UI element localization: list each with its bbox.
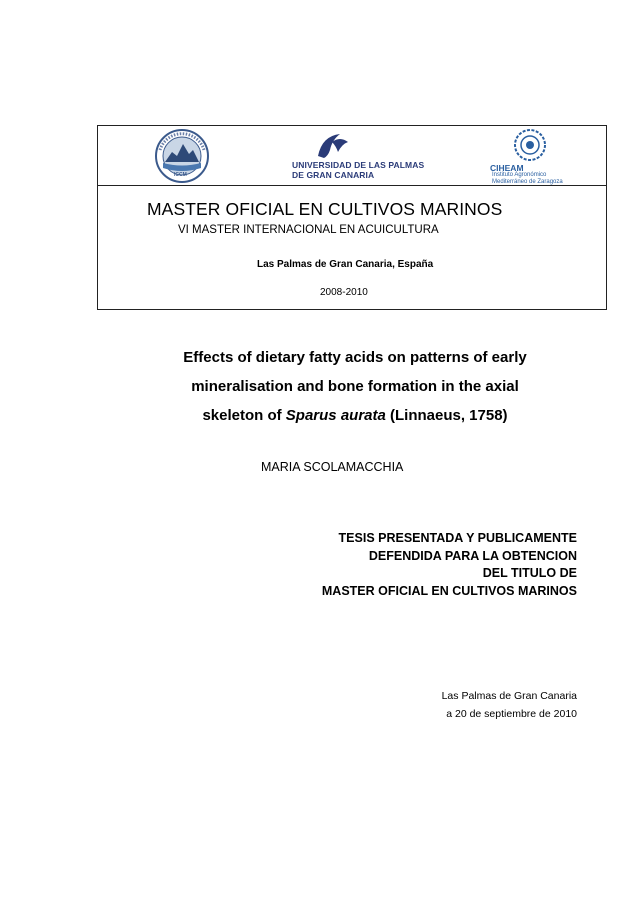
statement-line3: DEL TITULO DE [482, 566, 577, 580]
title-prefix: skeleton of [202, 407, 286, 424]
master-subtitle: VI MASTER INTERNACIONAL EN ACUICULTURA [178, 224, 439, 236]
ulpgc-logo-icon [288, 130, 428, 182]
thesis-statement [240, 530, 577, 600]
statement-line2: DEFENDIDA PARA LA OBTENCION [368, 548, 577, 563]
master-title: MASTER OFICIAL EN CULTIVOS MARINOS [147, 199, 503, 219]
thesis-title-line3 [140, 401, 570, 430]
date: a 20 de septiembre de 2010 [446, 707, 577, 720]
ulpgc-name-line1: UNIVERSIDAD DE LAS PALMAS [292, 160, 425, 170]
ciheam-logo-icon [482, 128, 592, 184]
place: Las Palmas de Gran Canaria [441, 690, 577, 702]
iccm-logo-icon [152, 128, 212, 184]
statement-line1: TESIS PRESENTADA Y PUBLICAMENTE [338, 531, 577, 545]
species-name: Sparus aurata [285, 407, 386, 424]
ulpgc-name-line2: DE GRAN CANARIA [292, 170, 375, 180]
author-name: MARIA SCOLAMACCHIA [261, 460, 404, 474]
place-date [380, 688, 577, 723]
location: Las Palmas de Gran Canaria, España [257, 259, 434, 270]
thesis-title-line1: Effects of dietary fatty acids on patterns of early [183, 349, 527, 366]
ciheam-name: CIHEAM [490, 163, 524, 173]
statement-line4: MASTER OFICIAL EN CULTIVOS MARINOS [321, 583, 577, 598]
logo-row [98, 126, 606, 186]
thesis-title [140, 343, 570, 430]
iccm-logo-text: ICCM [174, 172, 187, 178]
thesis-title-line2: mineralisation and bone formation in the axial [191, 378, 519, 395]
ciheam-sub-line2: Mediterráneo de Zaragoza [492, 178, 563, 185]
title-suffix: (Linnaeus, 1758) [385, 407, 508, 424]
years: 2008-2010 [320, 287, 368, 298]
ciheam-sub-line1: Instituto Agronómico [492, 172, 547, 178]
